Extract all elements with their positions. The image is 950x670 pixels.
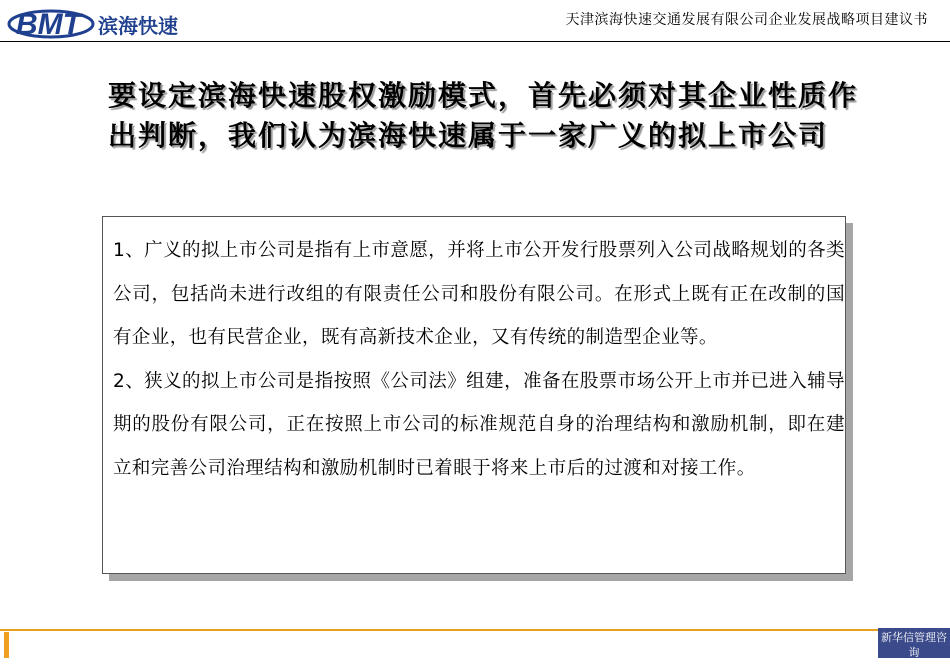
logo-text: BMT xyxy=(16,8,81,40)
definition-text-box xyxy=(102,216,846,574)
company-logo xyxy=(6,4,206,40)
footer-accent-bar xyxy=(4,632,9,658)
slide-headline: 要设定滨海快速股权激励模式，首先必须对其企业性质作出判断，我们认为滨海快速属于一家广义的拟上市公司 xyxy=(108,79,859,152)
header-divider xyxy=(0,41,950,42)
logo-cn-text: 滨海快速 xyxy=(98,14,178,38)
footer-logo-cn: 新华信管理咨询 xyxy=(881,631,947,659)
footer-divider xyxy=(0,629,880,631)
document-title: 天津滨海快速交通发展有限公司企业发展战略项目建议书 xyxy=(565,12,928,28)
paragraph-narrow-definition: 2、狭义的拟上市公司是指按照《公司法》组建，准备在股票市场公开上市并已进入辅导期的股份有限公司，正在按照上市公司的标准规范自身的治理结构和激励机制，即在建立和完善公司治理结构和激励机制时已着眼于将来上市后的过渡和对接工作。 xyxy=(113,370,845,479)
footer xyxy=(0,624,950,669)
sinotrust-logo xyxy=(878,628,950,669)
footer-logo-en: SINOTRUST xyxy=(886,660,942,669)
paragraph-broad-definition: 1、广义的拟上市公司是指有上市意愿，并将上市公开发行股票列入公司战略规划的各类公司，包括尚未进行改组的有限责任公司和股份有限公司。在形式上既有正在改制的国有企业，也有民营企业，既有高新技术企业，又有传统的制造型企业等。 xyxy=(113,240,845,348)
header xyxy=(0,0,950,44)
